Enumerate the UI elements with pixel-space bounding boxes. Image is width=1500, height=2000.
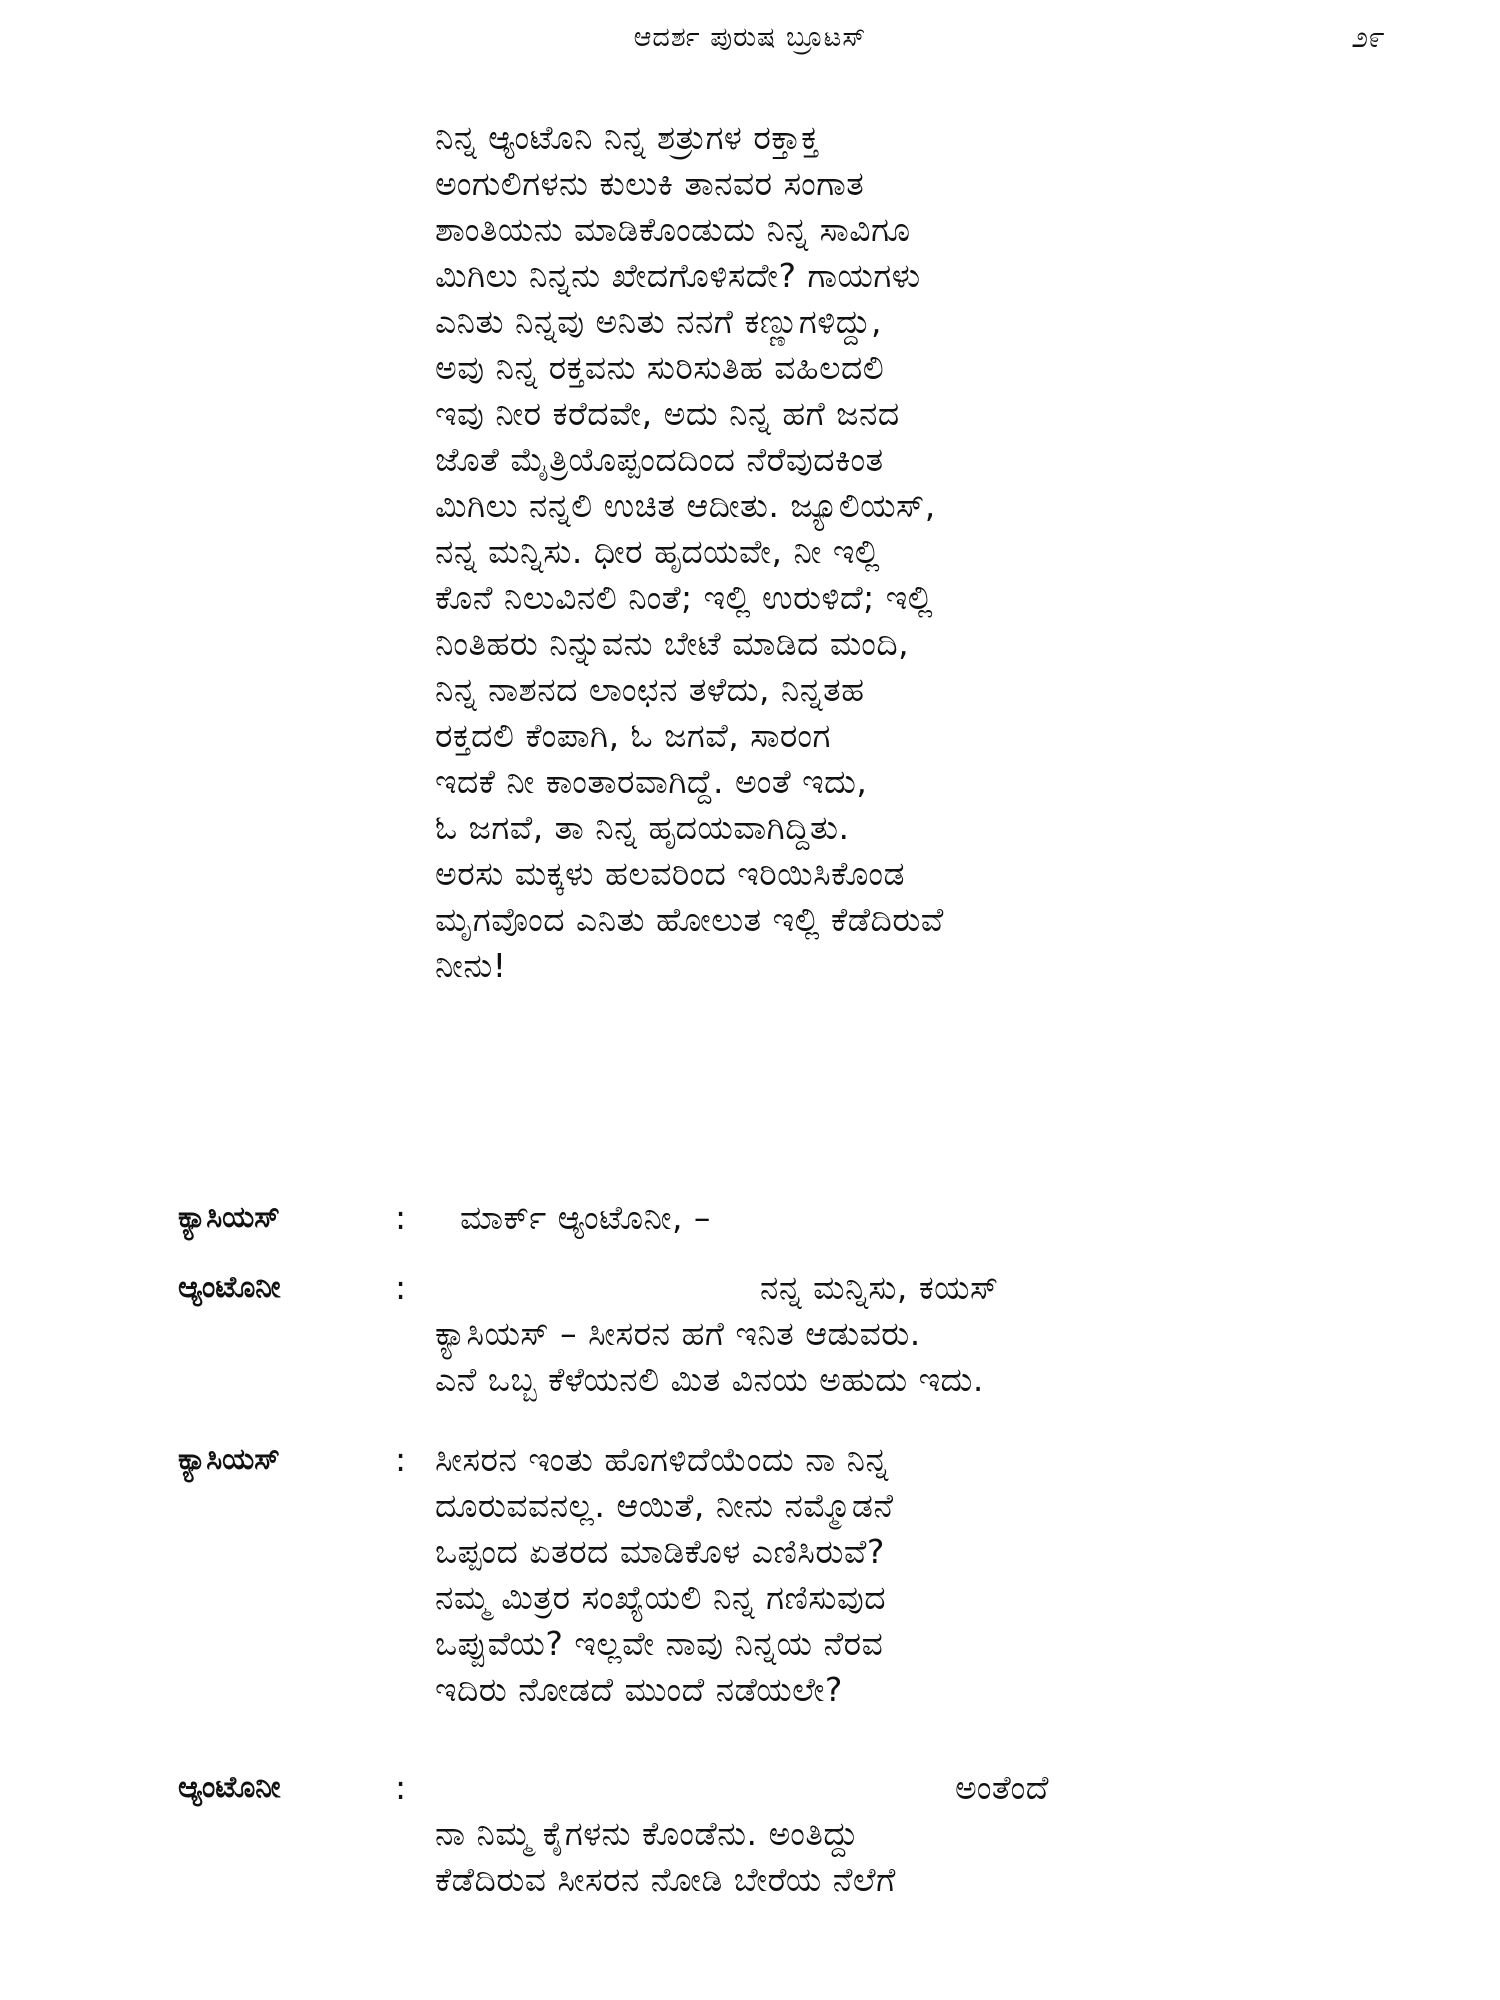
speech-row (0, 1857, 1500, 1903)
verse-line: ಎನಿತು ನಿನ್ನವು ಅನಿತು ನನಗೆ ಕಣ್ಣುಗಳಿದ್ದು, (435, 302, 883, 341)
speech-row (0, 1311, 1500, 1357)
speech-row (0, 1529, 1500, 1575)
speaker-name: ಆ್ಯಂಟೊನೀ (178, 1270, 281, 1305)
speaker-colon: : (395, 1268, 407, 1307)
speaker-colon: : (395, 1198, 407, 1237)
speech-row (0, 1437, 1500, 1483)
verse-line: ನಿನ್ನ ನಾಶನದ ಲಾಂಛನ ತಳೆದು, ನಿನ್ನತಹ (435, 670, 865, 709)
speech-line: ಸೀಸರನ ಇಂತು ಹೊಗಳಿದೆಯೆಂದು ನಾ ನಿನ್ನ (435, 1440, 889, 1479)
speech-row (0, 1667, 1500, 1713)
speech-row (0, 1765, 1500, 1811)
speech-row (0, 1265, 1500, 1311)
opening-verse (435, 115, 1395, 989)
verse-line: ಅವು ನಿನ್ನ ರಕ್ತವನು ಸುರಿಸುತಿಹ ವಹಿಲದಲಿ (435, 348, 885, 387)
verse-line: ಅರಸು ಮಕ್ಕಳು ಹಲವರಿಂದ ಇರಿಯಿಸಿಕೊಂಡ (435, 854, 905, 893)
speech-line: ನಮ್ಮ ಮಿತ್ರರ ಸಂಖ್ಯೆಯಲಿ ನಿನ್ನ ಗಣಿಸುವುದ (435, 1578, 887, 1617)
speaker-name: ಕ್ಯಾಸಿಯಸ್ (178, 1200, 280, 1235)
speech-line: ಮಾರ್ಕ್ ಆ್ಯಂಟೊನೀ, – (460, 1198, 711, 1237)
speaker-name: ಆ್ಯಂಟೊನೀ (178, 1770, 281, 1805)
verse-line: ಜೊತೆ ಮೈತ್ರಿಯೊಪ್ಪಂದದಿಂದ ನೆರೆವುದಕಿಂತ (435, 440, 884, 479)
speech-line: ಕೆಡೆದಿರುವ ಸೀಸರನ ನೋಡಿ ಬೇರೆಯ ನೆಲೆಗೆ (435, 1860, 896, 1899)
speech-row (0, 1575, 1500, 1621)
speech-line: ನನ್ನ ಮನ್ನಿಸು, ಕಯಸ್ (760, 1268, 999, 1307)
speech-line: ಒಪ್ಪಂದ ಏತರದ ಮಾಡಿಕೊಳ ಎಣಿಸಿರುವೆ? (435, 1532, 885, 1571)
speech-line: ಒಪ್ಪುವೆಯ? ಇಲ್ಲವೇ ನಾವು ನಿನ್ನಯ ನೆರವ (435, 1624, 884, 1663)
verse-line: ನಿಂತಿಹರು ನಿನ್ನುವನು ಬೇಟೆ ಮಾಡಿದ ಮಂದಿ, (435, 624, 910, 663)
verse-line: ನೀನು! (435, 946, 507, 985)
speech-line: ಕ್ಯಾಸಿಯಸ್ – ಸೀಸರನ ಹಗೆ ಇನಿತ ಆಡುವರು. (435, 1314, 921, 1353)
verse-line: ನಿನ್ನ ಆ್ಯಂಟೊನಿ ನಿನ್ನ ಶತ್ರುಗಳ ರಕ್ತಾಕ್ತ (435, 118, 820, 157)
speech-line: ನಾ ನಿಮ್ಮ ಕೈಗಳನು ಕೊಂಡೆನು. ಅಂತಿದ್ದು (435, 1814, 859, 1853)
speech-antony-1 (0, 1265, 1500, 1403)
speech-row (0, 1357, 1500, 1403)
speaker-name: ಕ್ಯಾಸಿಯಸ್ (178, 1442, 280, 1477)
verse-line: ಮೃಗವೊಂದ ಎನಿತು ಹೋಲುತ ಇಲ್ಲಿ ಕೆಡೆದಿರುವೆ (435, 900, 944, 939)
speech-antony-2 (0, 1765, 1500, 1903)
verse-line: ಅಂಗುಲಿಗಳನು ಕುಲುಕಿ ತಾನವರ ಸಂಗಾತ (435, 164, 865, 203)
verse-line: ನನ್ನ ಮನ್ನಿಸು. ಧೀರ ಹೃದಯವೇ, ನೀ ಇಲ್ಲಿ (435, 532, 881, 571)
speech-cassius-1 (0, 1195, 1500, 1241)
verse-line: ರಕ್ತದಲಿ ಕೆಂಪಾಗಿ, ಓ ಜಗವೆ, ಸಾರಂಗ (435, 716, 831, 755)
verse-line: ಓ ಜಗವೆ, ತಾ ನಿನ್ನ ಹೃದಯವಾಗಿದ್ದಿತು. (435, 808, 850, 847)
verse-line: ಮಿಗಿಲು ನಿನ್ನನು ಖೇದಗೊಳಿಸದೇ? ಗಾಯಗಳು (435, 256, 921, 295)
speech-line: ದೂರುವವನಲ್ಲ. ಆಯಿತೆ, ನೀನು ನಮ್ಮೊಡನೆ (435, 1486, 894, 1525)
verse-line: ಇವು ನೀರ ಕರೆದವೇ, ಅದು ನಿನ್ನ ಹಗೆ ಜನದ (435, 394, 900, 433)
verse-line: ಮಿಗಿಲು ನನ್ನಲಿ ಉಚಿತ ಆದೀತು. ಜ್ಯೂಲಿಯಸ್, (435, 486, 936, 525)
running-header-title: ಆದರ್ಶ ಪುರುಷ ಬ್ರೂಟಸ್ (633, 22, 867, 53)
speech-row (0, 1621, 1500, 1667)
speaker-colon: : (395, 1440, 407, 1479)
speech-row (0, 1195, 1500, 1241)
speech-row (0, 1483, 1500, 1529)
page-number: ೨೯ (1351, 20, 1385, 55)
verse-line: ಕೊನೆ ನಿಲುವಿನಲಿ ನಿಂತೆ; ಇಲ್ಲಿ ಉರುಳಿದೆ; ಇಲ್ಲಿ (435, 578, 934, 617)
speaker-colon: : (395, 1768, 407, 1807)
speech-line: ಎನೆ ಒಬ್ಬ ಕೆಳೆಯನಲಿ ಮಿತ ವಿನಯ ಅಹುದು ಇದು. (435, 1360, 984, 1399)
speech-line: ಇದಿರು ನೋಡದೆ ಮುಂದೆ ನಡೆಯಲೇ? (435, 1670, 843, 1709)
speech-cassius-2 (0, 1437, 1500, 1713)
verse-line: ಶಾಂತಿಯನು ಮಾಡಿಕೊಂಡುದು ನಿನ್ನ ಸಾವಿಗೂ (435, 210, 911, 249)
speech-row (0, 1811, 1500, 1857)
speech-line: ಅಂತೆಂದೆ (955, 1768, 1049, 1807)
verse-line: ಇದಕೆ ನೀ ಕಾಂತಾರವಾಗಿದ್ದೆ. ಅಂತೆ ಇದು, (435, 762, 868, 801)
